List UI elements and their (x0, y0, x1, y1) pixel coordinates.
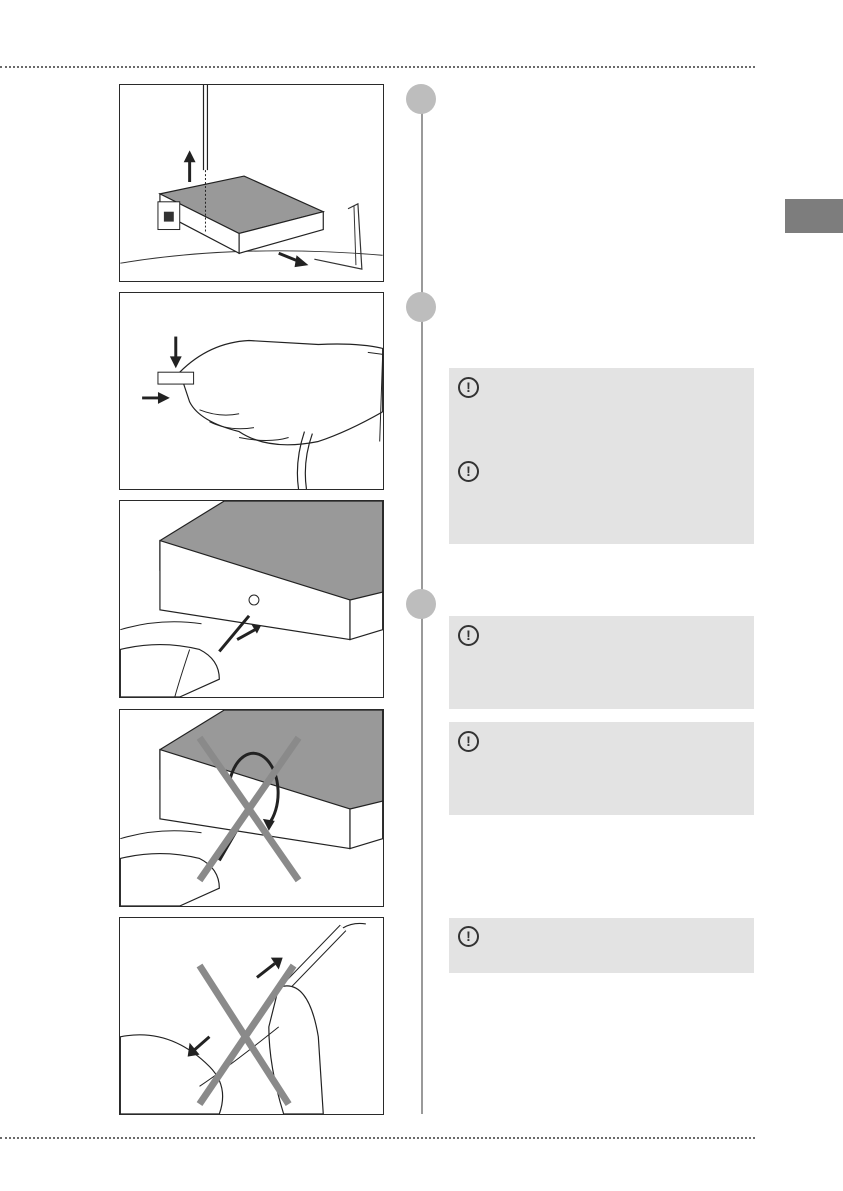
step-marker-2 (406, 292, 436, 322)
step-marker-1 (406, 84, 436, 114)
exclamation-icon: ! (458, 377, 479, 398)
exclamation-icon: ! (458, 731, 479, 752)
pull-prohibited-illustration (120, 918, 383, 1114)
exclamation-icon: ! (458, 461, 479, 482)
cable-plugged-illustration (120, 501, 383, 697)
warning-box-4 (449, 918, 754, 973)
section-tab (785, 199, 843, 233)
step-marker-3 (406, 589, 436, 619)
exclamation-icon: ! (458, 625, 479, 646)
device-illustration (120, 85, 383, 281)
warning-box-2 (449, 616, 754, 709)
warning-box-1 (449, 368, 754, 544)
hand-connector-illustration (120, 293, 383, 489)
exclamation-icon: ! (458, 926, 479, 947)
twist-prohibited-illustration (120, 710, 383, 906)
warning-box-3 (449, 722, 754, 815)
top-dotted-rule (0, 66, 755, 68)
bottom-dotted-rule (0, 1137, 755, 1139)
figure-5 (119, 917, 384, 1115)
figure-3 (119, 500, 384, 698)
figure-2 (119, 292, 384, 490)
figure-4 (119, 709, 384, 907)
figure-1 (119, 84, 384, 282)
